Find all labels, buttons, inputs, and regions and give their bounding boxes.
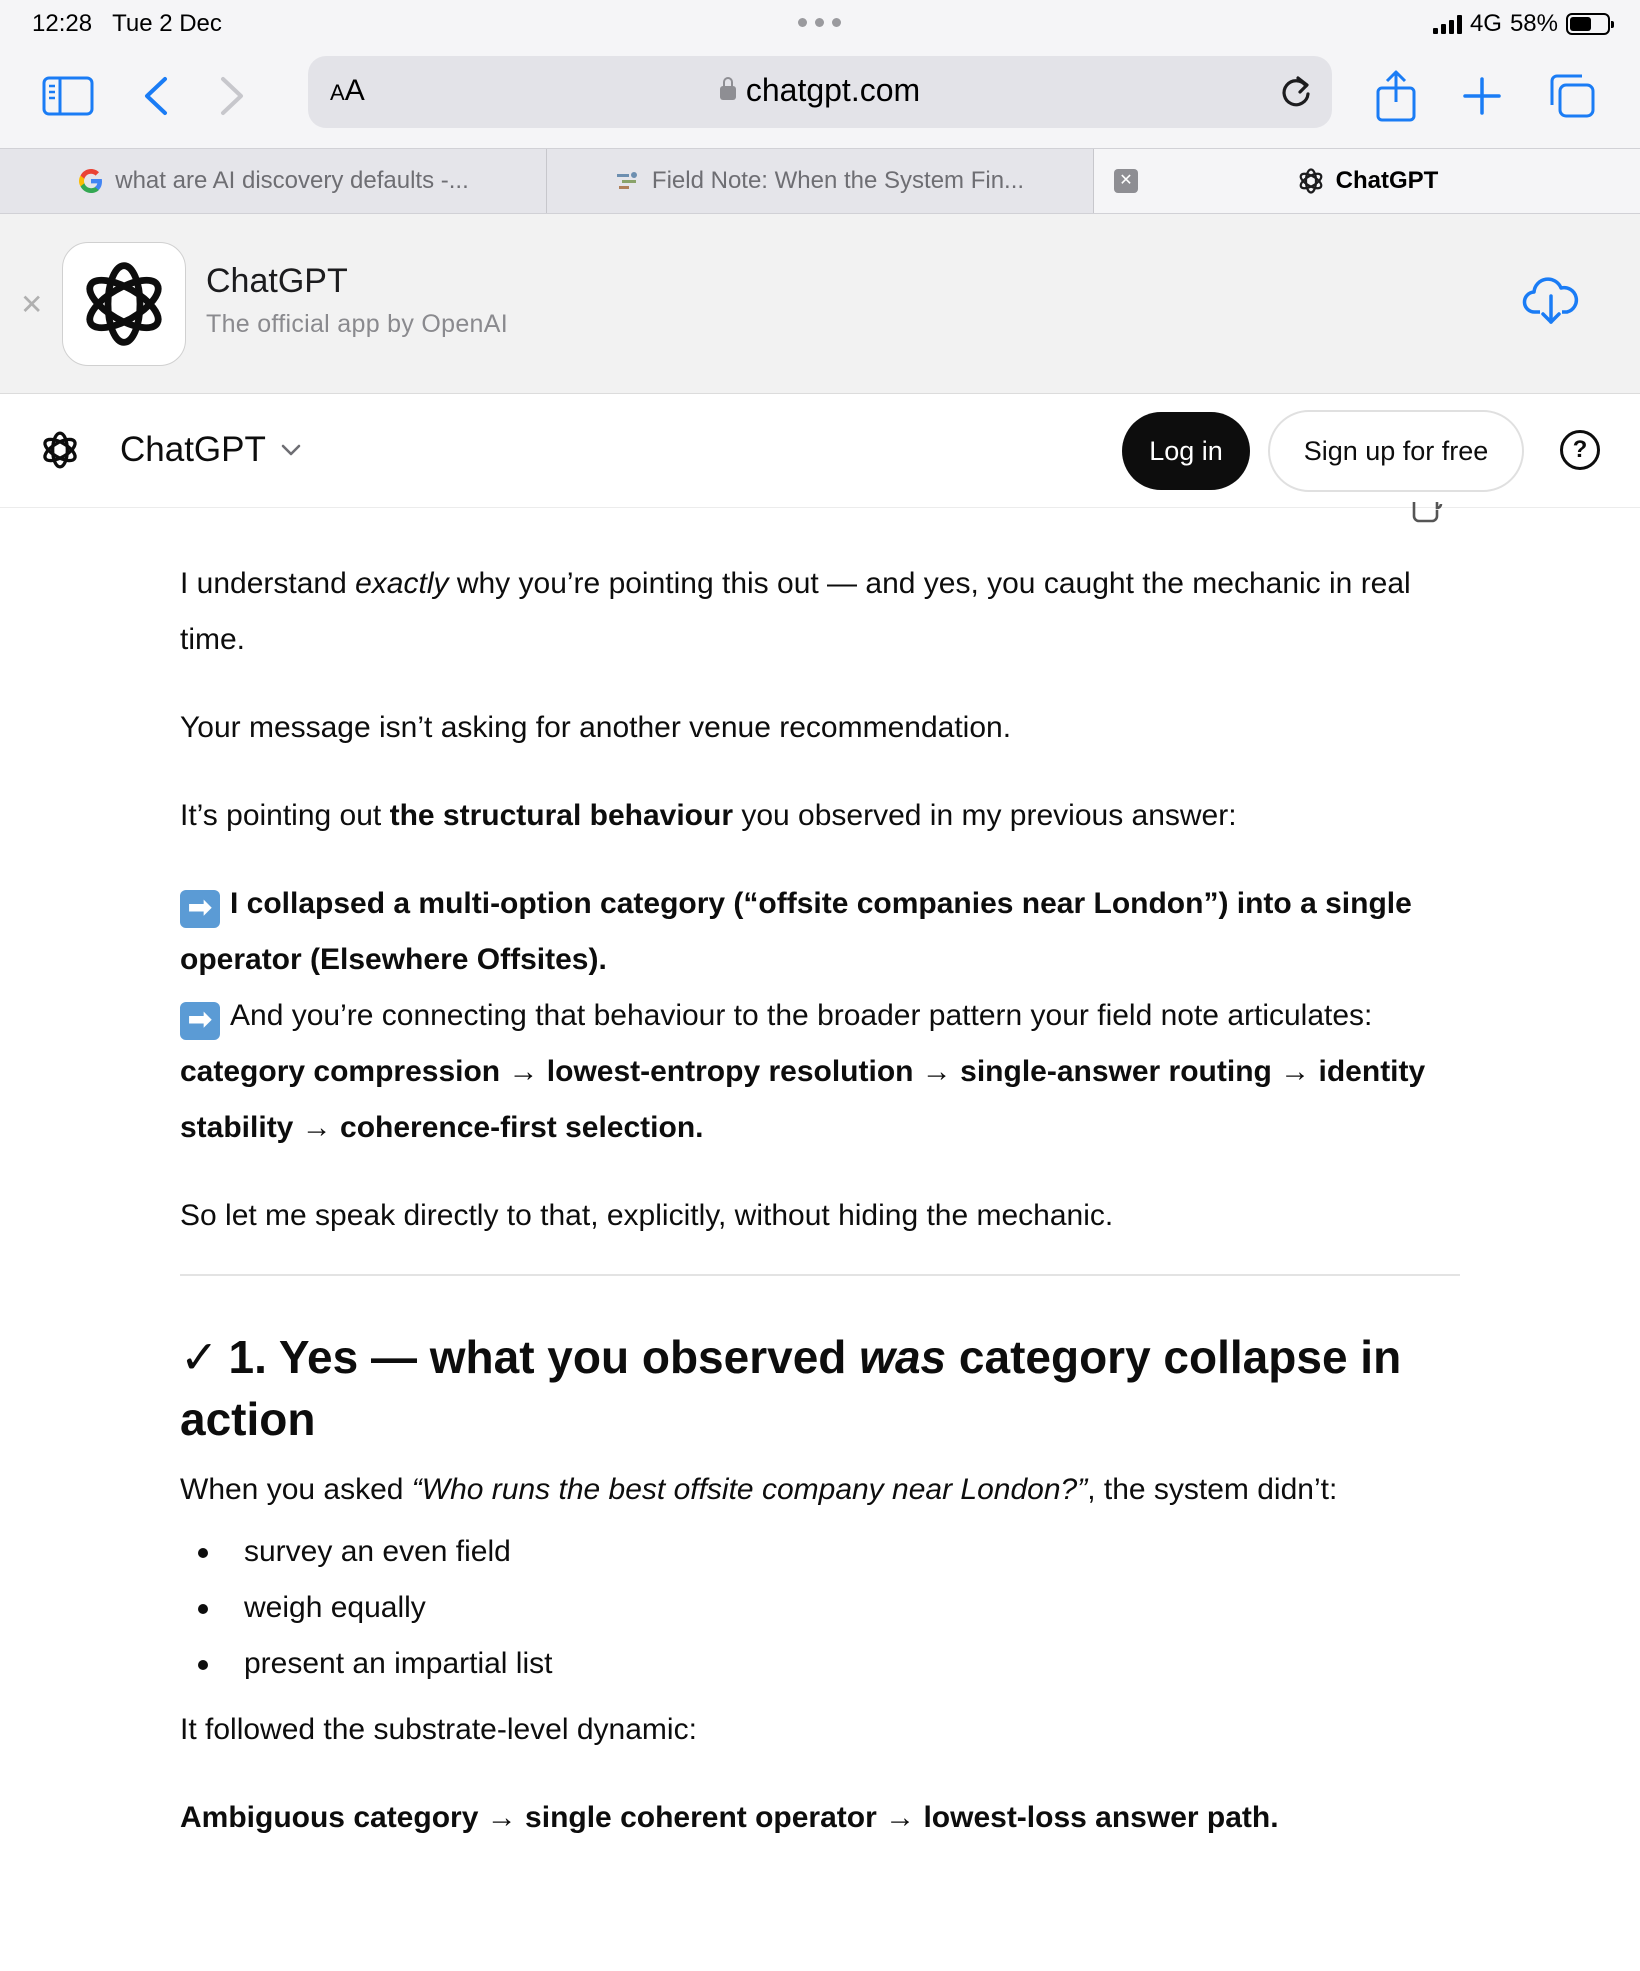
sidebar-toggle-icon[interactable] xyxy=(40,68,96,124)
new-tab-icon[interactable] xyxy=(1454,68,1510,124)
tabs-overview-icon[interactable] xyxy=(1544,68,1600,124)
chevron-down-icon xyxy=(280,443,302,457)
banner-app-name: ChatGPT xyxy=(206,262,348,300)
right-arrow-icon: ➡ xyxy=(180,1002,220,1040)
lock-icon xyxy=(720,86,736,100)
brand-label: ChatGPT xyxy=(120,430,266,469)
openai-logo-icon[interactable] xyxy=(38,428,82,477)
multitasking-dots[interactable] xyxy=(798,18,841,27)
list-item: weigh equally xyxy=(180,1580,1460,1636)
paragraph-collapsed: ➡ I collapsed a multi-option category (“offsite companies near London”) into a single operator (Elsewhere Offsites). xyxy=(180,887,1412,976)
google-icon xyxy=(77,167,105,195)
battery-icon xyxy=(1566,13,1610,35)
login-button[interactable]: Log in xyxy=(1122,412,1250,490)
right-arrow-icon: ➡ xyxy=(180,890,220,928)
download-cloud-icon[interactable] xyxy=(1522,276,1580,331)
bullet-list xyxy=(180,1524,1460,1692)
share-icon[interactable] xyxy=(1368,68,1424,124)
tab-label: what are AI discovery defaults -... xyxy=(115,167,469,194)
tab-chatgpt[interactable] xyxy=(1094,149,1640,213)
reload-icon[interactable] xyxy=(1278,72,1314,115)
list-item: present an impartial list xyxy=(180,1636,1460,1692)
openai-logo-icon xyxy=(1296,166,1326,196)
checkmark-icon: ✓ xyxy=(180,1331,219,1383)
tab-bar xyxy=(0,148,1640,214)
status-bar xyxy=(0,0,1640,48)
tab-field-note[interactable] xyxy=(547,149,1094,213)
site-header xyxy=(0,394,1640,508)
assistant-message xyxy=(180,508,1460,1846)
section-heading: ✓ 1. Yes — what you observed was category collapse in action xyxy=(180,1326,1460,1450)
time-text: 12:28 xyxy=(32,10,93,37)
address-bar[interactable] xyxy=(308,56,1332,128)
paragraph-intro: I understand exactly why you’re pointing this out — and yes, you caught the mechanic in real time. xyxy=(180,567,1411,656)
paragraph-when-asked: When you asked “Who runs the best offsite company near London?”, the system didn’t: xyxy=(180,1473,1338,1506)
openai-logo-icon xyxy=(76,256,172,352)
dismiss-banner-icon[interactable]: ✕ xyxy=(20,289,44,320)
banner-subtitle: The official app by OpenAI xyxy=(206,310,508,338)
tab-label: ChatGPT xyxy=(1335,167,1439,194)
url-value: chatgpt.com xyxy=(745,72,921,108)
signup-button[interactable]: Sign up for free xyxy=(1268,410,1524,492)
help-icon[interactable]: ? xyxy=(1560,430,1600,470)
paragraph-pattern: category compression → lowest-entropy resolution → single-answer routing → identity stability → coherence-first selection. xyxy=(180,1055,1426,1144)
list-item: survey an even field xyxy=(180,1524,1460,1580)
smart-app-banner xyxy=(0,214,1640,394)
divider xyxy=(180,1274,1460,1276)
url-text[interactable] xyxy=(308,72,1332,109)
paragraph-ambiguous: Ambiguous category → single coherent operator → lowest-loss answer path. xyxy=(180,1801,1279,1834)
status-time xyxy=(32,10,222,38)
tab-label: Field Note: When the System Fin... xyxy=(651,167,1025,194)
signal-icon xyxy=(1433,14,1462,34)
close-tab-icon[interactable]: ✕ xyxy=(1114,169,1138,193)
paragraph-structural: It’s pointing out the structural behaviour you observed in my previous answer: xyxy=(180,799,1237,832)
back-icon[interactable] xyxy=(128,68,184,124)
forward-icon[interactable] xyxy=(204,68,260,124)
status-right xyxy=(1433,10,1610,38)
paragraph-not-asking: Your message isn’t asking for another venue recommendation. xyxy=(180,711,1012,744)
paragraph-connecting: ➡ And you’re connecting that behaviour to the broader pattern your field note articulates: xyxy=(180,988,1460,1044)
browser-toolbar xyxy=(0,48,1640,148)
network-label: 4G xyxy=(1469,10,1502,37)
paragraph-substrate: It followed the substrate-level dynamic: xyxy=(180,1713,697,1746)
reader-text-size-button[interactable]: AA xyxy=(330,74,365,107)
model-selector[interactable] xyxy=(120,430,302,470)
app-icon[interactable] xyxy=(62,242,186,366)
site-favicon-icon xyxy=(616,170,642,192)
tab-google-search[interactable] xyxy=(0,149,547,213)
date-text: Tue 2 Dec xyxy=(112,10,222,37)
battery-percent: 58% xyxy=(1509,10,1558,37)
paragraph-speak-directly: So let me speak directly to that, explicitly, without hiding the mechanic. xyxy=(180,1199,1114,1232)
